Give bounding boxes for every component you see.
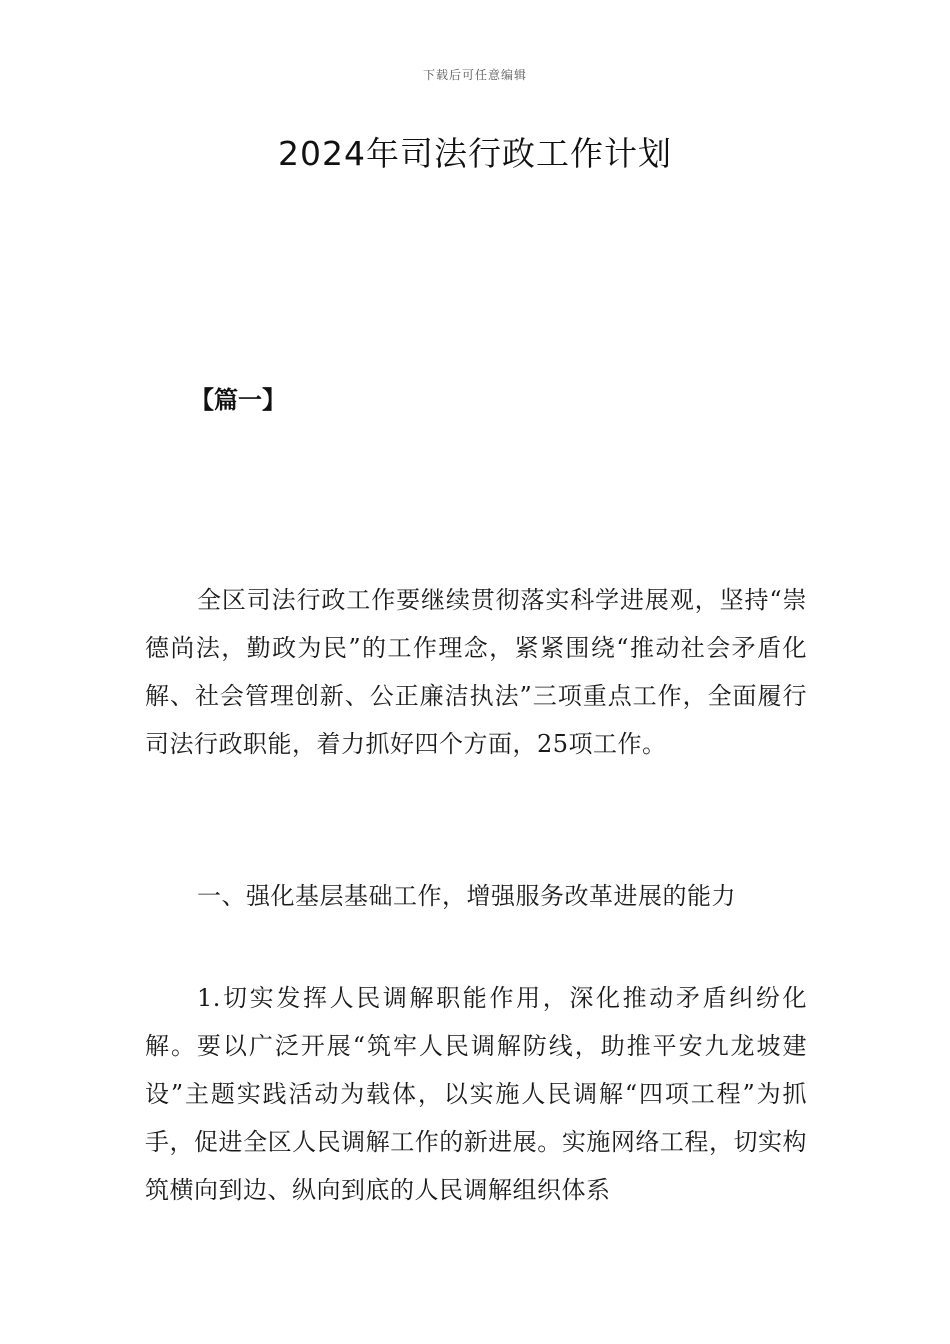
body-paragraph-intro: 全区司法行政工作要继续贯彻落实科学进展观，坚持“崇德尚法，勤政为民”的工作理念，紧紧围绕“推动社会矛盾化解、社会管理创新、公正廉洁执法”三项重点工作，全面履行司法行政职能，着力抓好四个方面，25项工作。 [145,586,807,758]
document-title: 2024年司法行政工作计划 [278,134,672,173]
header-note: 下载后可任意编辑 [422,68,527,82]
section-label: 【篇一】 [190,386,286,414]
body-paragraph-item-1: 1.切实发挥人民调解职能作用，深化推动矛盾纠纷化解。要以广泛开展“筑牢人民调解防线，助推平安九龙坡建设”主题实践活动为载体，以实施人民调解“四项工程”为抓手，促进全区人民调解工作的新进展。实施网络工程，切实构筑横向到边、纵向到底的人民调解组织体系 [145,984,807,1204]
section-heading: 一、强化基层基础工作，增强服务改革进展的能力 [197,882,736,910]
